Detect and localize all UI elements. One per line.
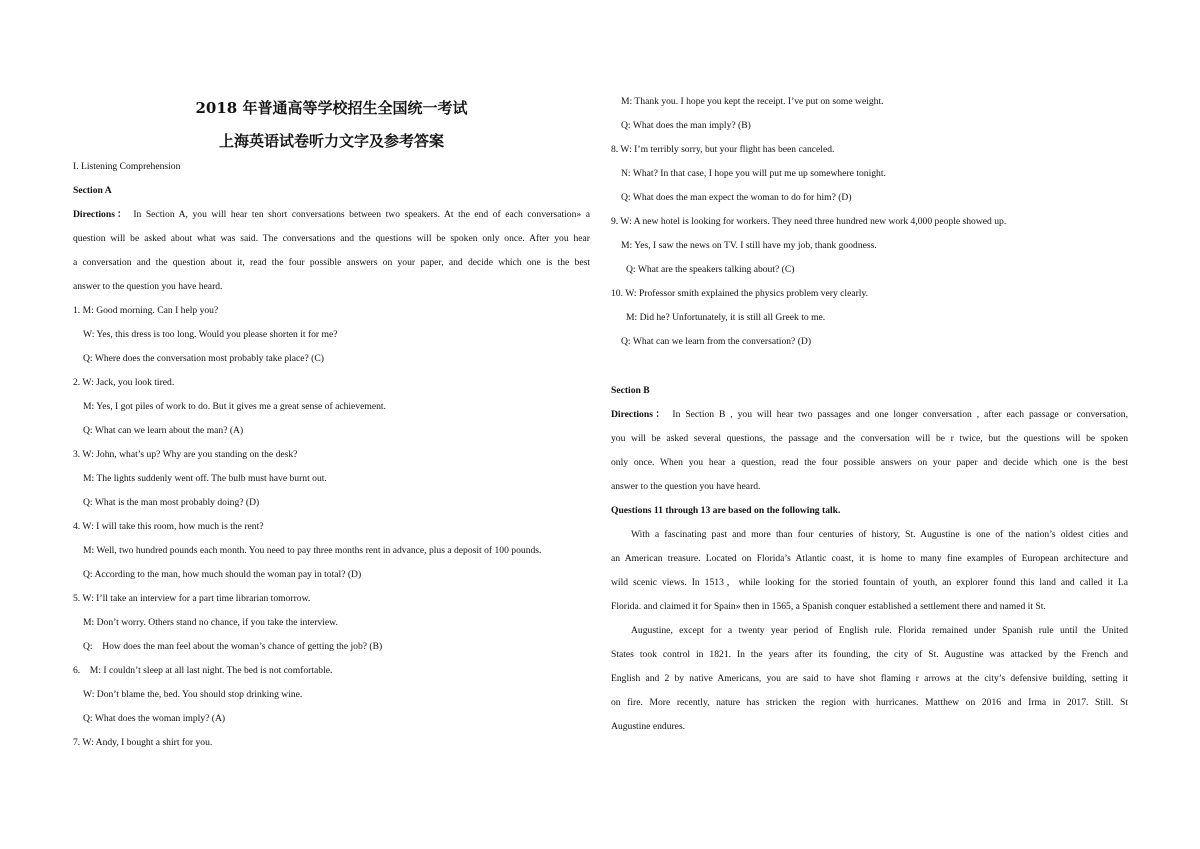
passage-line: With a fascinating past and more than four centuries of history, St. Augustine is one of the nation’s oldest cities and bbox=[631, 529, 1128, 540]
dialogue-line: 5. W: I’ll take an interview for a part time librarian tomorrow. bbox=[73, 593, 311, 604]
dialogue-line: W: Don’t blame the, bed. You should stop drinking wine. bbox=[83, 689, 303, 700]
dialogue-line: M: Thank you. I hope you kept the receipt. I’ve put on some weight. bbox=[621, 96, 884, 107]
dialogue-line: 1. M: Good morning. Can I help you? bbox=[73, 305, 219, 316]
passage-line: States took control in 1821. In the years after its founding, the city of St. Augustine was attacked by the French and bbox=[611, 649, 1128, 660]
passage-line: English and 2 by native Americans, you are said to have shot flaming r arrows at the city’s defensive building, setting it bbox=[611, 673, 1128, 684]
questions-heading: Questions 11 through 13 are based on the following talk. bbox=[611, 505, 841, 516]
section-b-directions-label: Directions： bbox=[611, 409, 668, 420]
section-b-directions-line: Directions： In Section B , you will hear two passages and one longer conversation , after each passage or conversation, bbox=[611, 409, 1129, 420]
dialogue-line: M: Don’t worry. Others stand no chance, if you take the interview. bbox=[83, 617, 338, 628]
part-heading: I. Listening Comprehension bbox=[73, 161, 181, 172]
dialogue-line: M: Did he? Unfortunately, it is still all Greek to me. bbox=[626, 312, 826, 323]
dialogue-line: Q: What is the man most probably doing? (D) bbox=[83, 497, 260, 508]
dialogue-line: 8. W: I’m terribly sorry, but your flight has been canceled. bbox=[611, 144, 835, 155]
dialogue-line: Q: What can we learn from the conversation? (D) bbox=[621, 336, 812, 347]
dialogue-line: 6. M: I couldn’t sleep at all last night. The bed is not comfortable. bbox=[73, 665, 333, 676]
dialogue-line: 9. W: A new hotel is looking for workers. They need three hundred new work 4,000 people showed up. bbox=[611, 216, 1007, 227]
section-a-directions-label: Directions： bbox=[73, 209, 129, 220]
section-b-directions-line: you will be asked several questions, the passage and the conversation will be r twice, but the questions will be spoken bbox=[611, 433, 1128, 444]
dialogue-line: Q: What does the man expect the woman to do for him? (D) bbox=[621, 192, 852, 203]
dialogue-line: Q: What does the woman imply? (A) bbox=[83, 713, 226, 724]
page-title-line-2: 上海英语试卷听力文字及参考答案 bbox=[218, 132, 444, 150]
dialogue-line: 4. W: I will take this room, how much is the rent? bbox=[73, 521, 264, 532]
dialogue-line: M: The lights suddenly went off. The bulb must have burnt out. bbox=[83, 473, 327, 484]
section-a-directions-line: a conversation and the question about it, read the four possible answers on your paper, and decide which one is the best bbox=[73, 257, 590, 268]
dialogue-line: N: What? In that case, I hope you will put me up somewhere tonight. bbox=[621, 168, 886, 179]
dialogue-line: Q: How does the man feel about the woman’s chance of getting the job? (B) bbox=[83, 641, 383, 652]
section-a-directions-line: Directions： In Section A, you will hear ten short conversations between two speakers. At the end of each conversation» a bbox=[73, 209, 590, 220]
passage-line: on fire. More recently, nature has stricken the region with hurricanes. Matthew on 2016 and Irma in 2017. Still. St bbox=[611, 697, 1128, 708]
dialogue-line: Q: Where does the conversation most probably take place? (C) bbox=[83, 353, 324, 364]
page-title-line-1: 2018 年普通高等学校招生全国统一考试 bbox=[195, 99, 468, 117]
section-b-directions-line: only once. When you hear a question, read the four possible answers on your paper and decide which one is the best bbox=[611, 457, 1128, 468]
dialogue-line: M: Well, two hundred pounds each month. You need to pay three months rent in advance, plus a deposit of 100 pounds. bbox=[83, 545, 542, 556]
section-a-directions-line: answer to the question you have heard. bbox=[73, 281, 223, 292]
passage-line: Augustine endures. bbox=[611, 721, 686, 732]
dialogue-line: M: Yes, I saw the news on TV. I still have my job, thank goodness. bbox=[621, 240, 877, 251]
passage-line: an American treasure. Located on Florida’s Atlantic coast, it is home to many fine examples of European architecture and bbox=[611, 553, 1128, 564]
dialogue-line: Q: What does the man imply? (B) bbox=[621, 120, 751, 131]
dialogue-line: Q: What can we learn about the man? (A) bbox=[83, 425, 244, 436]
passage-line: Florida. and claimed it for Spain» then in 1565, a Spanish conquer established a settlement there and named it St. bbox=[611, 601, 1046, 612]
dialogue-line: 2. W: Jack, you look tired. bbox=[73, 377, 175, 388]
section-a-directions-line: question will be asked about what was said. The conversations and the questions will be spoken only once. After you hear bbox=[73, 233, 590, 244]
dialogue-line: Q: According to the man, how much should the woman pay in total? (D) bbox=[83, 569, 362, 580]
passage-line: Augustine, except for a twenty year period of English rule. Florida remained under Spanish rule until the United bbox=[631, 625, 1128, 636]
section-b-heading: Section B bbox=[611, 385, 650, 396]
section-a-heading: Section A bbox=[73, 185, 112, 196]
dialogue-line: 10. W: Professor smith explained the physics problem very clearly. bbox=[611, 288, 869, 299]
passage-line: wild scenic views. In 1513，while looking for the storied fountain of youth, an explorer found this land and called it La bbox=[611, 577, 1128, 588]
section-b-directions-line: answer to the question you have heard. bbox=[611, 481, 761, 492]
dialogue-line: W: Yes, this dress is too long. Would you please shorten it for me? bbox=[83, 329, 338, 340]
dialogue-line: 7. W: Andy, I bought a shirt for you. bbox=[73, 737, 213, 748]
dialogue-line: 3. W: John, what’s up? Why are you standing on the desk? bbox=[73, 449, 298, 460]
dialogue-line: M: Yes, I got piles of work to do. But it gives me a great sense of achievement. bbox=[83, 401, 386, 412]
dialogue-line: Q: What are the speakers talking about? (C) bbox=[626, 264, 795, 275]
